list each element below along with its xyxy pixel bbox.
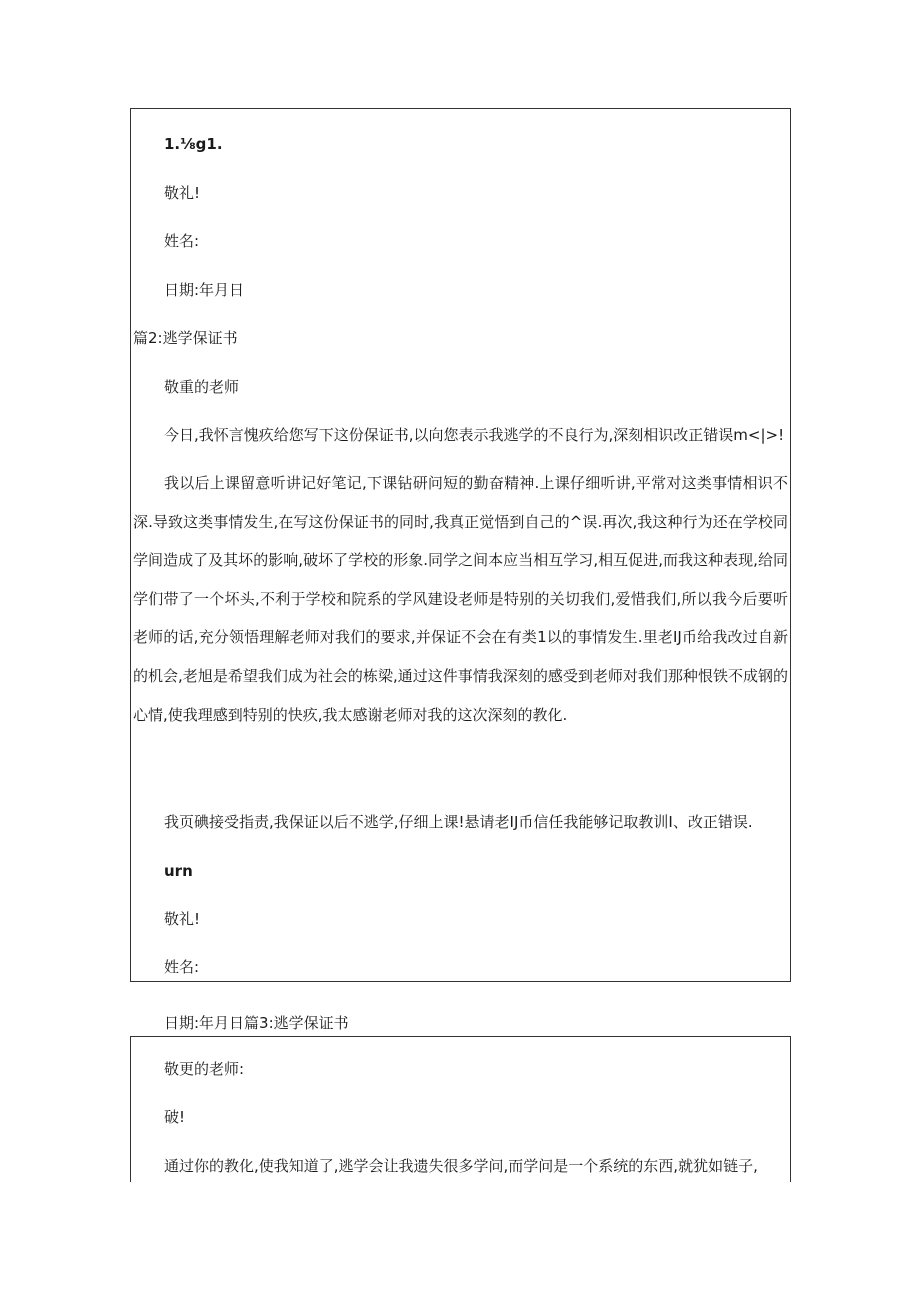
name-label: 姓名: (164, 958, 200, 976)
section-title: 篇2:逃学保证书 (133, 329, 238, 347)
greeting-text: 敬更的老师: (164, 1060, 245, 1078)
short-line: 破! (164, 1108, 186, 1126)
name-label: 姓名: (164, 232, 200, 250)
closing-code: urn (164, 862, 193, 880)
body-paragraph-3: 我页碘接受指责,我保证以后不逃学,仔细上课!悬请老IJ币信任我能够记取教训I、改正错误. (164, 813, 753, 831)
date-section-title: 日期:年月日篇3:逃学保证书 (164, 1014, 349, 1032)
salute-text: 敬礼! (164, 910, 201, 928)
greeting-text: 敬重的老师 (164, 378, 240, 396)
heading-code: 1.⅛g1. (164, 135, 223, 153)
salute-text: 敬礼! (164, 184, 201, 202)
body-paragraph-1: 今日,我怀言愧疚给您写下这份保证书,以向您表示我逃学的不良行为,深刻相识改正错误m<|>! (164, 426, 785, 444)
body-paragraph-4: 通过你的教化,使我知道了,逃学会让我遗失很多学问,而学问是一个系统的东西,就犹如链子, (164, 1157, 758, 1175)
date-label: 日期:年月日 (164, 281, 245, 299)
body-paragraph-2: 我以后上课留意听讲记好笔记,下课钻研问短的勤奋精神.上课仔细听讲,平常对这类事情相识不深.导致这类事情发生,在写这份保证书的同时,我真正觉悟到自己的^误.再次,我这种行为还在学校同学间造成了及其坏的影响,破坏了学校的形象.同学之间本应当相互学习,相互促进,而我这种表现,给同学们带了一个坏头,不利于学校和院系的学风建设老师是特别的关切我们,爱惜我们,所以我今后要听老师的话,充分领悟理解老师对我们的要求,并保证不会在有类1以的事情发生.里老IJ币给我改过自新的机会,老旭是希望我们成为社会的栋梁,通过这件事情我深刻的感受到老师对我们那种恨铁不成钢的心情,使我理感到特别的快疚,我太感谢老师对我的这次深刻的教化. (133, 474, 788, 724)
